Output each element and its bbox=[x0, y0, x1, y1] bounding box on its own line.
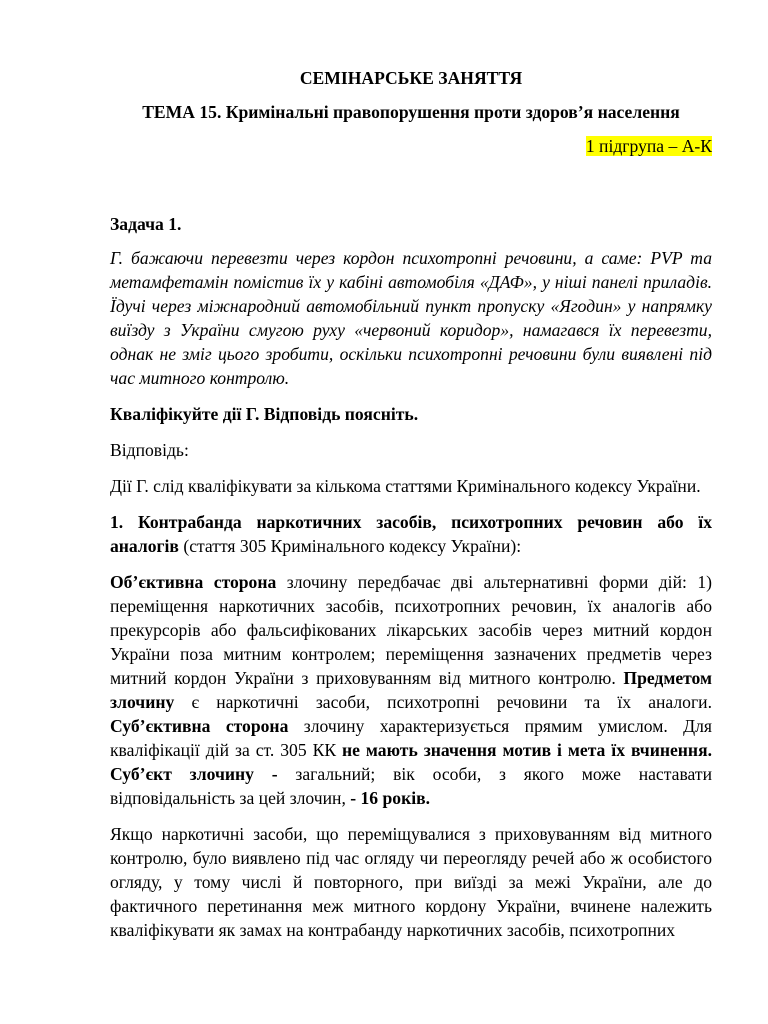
objective-side-paragraph bbox=[110, 570, 712, 810]
task-text: Г. бажаючи перевезти через кордон психотропні речовини, а саме: PVP та метамфетамін помістив їх у кабіні автомобіля «ДАФ», у ніші панелі приладів. Їдучі через міжнародний автомобільний пункт пропуску «Ягодин» у напрямку виїзду з України смугою руху «червоний коридор», намагався їх перевезти, однак не зміг цього зробити, оскільки психотропні речовини були виявлені під час митного контролю. bbox=[110, 248, 712, 388]
task-question: Кваліфікуйте дії Г. Відповідь поясніть. bbox=[110, 404, 419, 424]
attempt-paragraph: Якщо наркотичні засоби, що переміщувалися з приховуванням від митного контролю, було виявлено під час огляду чи переогляду речей або ж особистого огляду, у тому числі й повторного, при виїзді за межі України, але до фактичного перетинання меж митного кордону України, вчинене належить кваліфікувати як замах на контрабанду наркотичних засобів, психотропних bbox=[110, 824, 712, 940]
subject-text: загальний; вік особи, з якого може наставати відповідальність за цей злочин, bbox=[110, 764, 712, 808]
answer-intro: Дії Г. слід кваліфікувати за кількома статтями Кримінального кодексу України. bbox=[110, 476, 701, 496]
subjective-side-text: злочину характеризується прямим умислом. Для кваліфікації дій за ст. 305 КК bbox=[110, 716, 712, 760]
section-1-heading bbox=[110, 510, 712, 558]
subject-term: Суб’єкт злочину - bbox=[110, 764, 278, 784]
page-title: СЕМІНАРСЬКЕ ЗАНЯТТЯ bbox=[299, 68, 523, 88]
topic-heading: ТЕМА 15. Кримінальні правопорушення проти здоров’я населення bbox=[142, 102, 680, 122]
subject-matter-term: Предметом злочину bbox=[110, 668, 712, 712]
answer-label: Відповідь: bbox=[110, 440, 189, 460]
subgroup-highlight: 1 підгрупа – А-К bbox=[585, 136, 712, 156]
motive-note: не мають значення мотив і мета їх вчинення. bbox=[342, 740, 712, 760]
section-1-heading-rest: (стаття 305 Кримінального кодексу України): bbox=[178, 536, 522, 556]
subgroup-line bbox=[110, 134, 712, 158]
age-note: - 16 років. bbox=[350, 788, 431, 808]
subject-matter-text: є наркотичні засоби, психотропні речовини та їх аналоги. bbox=[174, 692, 712, 712]
objective-side-term: Об’єктивна сторона bbox=[110, 572, 277, 592]
task-title: Задача 1. bbox=[110, 214, 182, 234]
section-1-heading-bold: 1. Контрабанда наркотичних засобів, психотропних речовин або їх аналогів bbox=[110, 512, 712, 556]
objective-side-text: злочину передбачає дві альтернативні форми дій: 1) переміщення наркотичних засобів, психотропних речовин, їх аналогів або прекурсорів або фальсифікованих лікарських засобів через митний кордон України поза митним контролем; переміщення зазначених предметів через митний кордон України з приховуванням від митного контролю. bbox=[110, 572, 712, 688]
subjective-side-term: Суб’єктивна сторона bbox=[110, 716, 289, 736]
